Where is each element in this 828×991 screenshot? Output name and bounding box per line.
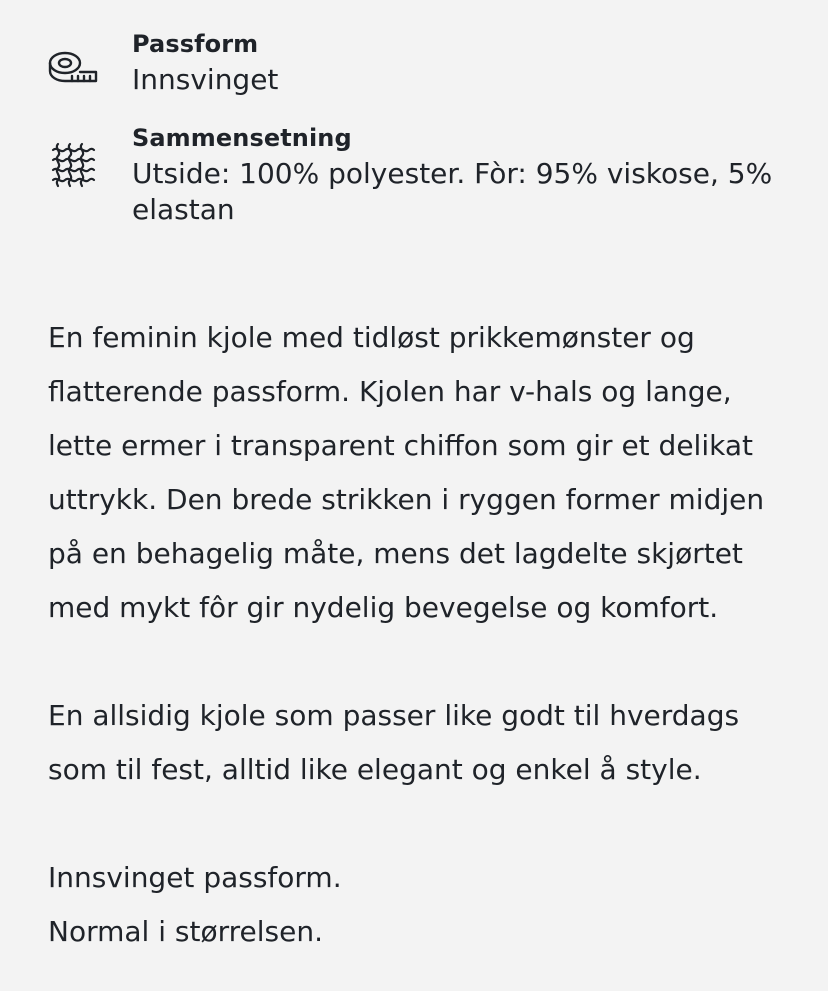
attribute-value: Utside: 100% polyester. Fòr: 95% viskose, 5% elastan — [132, 157, 773, 226]
attribute-fit — [48, 28, 788, 98]
description-line: Normal i størrelsen. — [48, 915, 323, 948]
product-description — [48, 311, 788, 959]
attribute-composition — [48, 122, 788, 228]
description-fit-notes — [48, 851, 788, 959]
attribute-value: Innsvinget — [132, 63, 279, 96]
attribute-title: Sammensetning — [132, 124, 352, 152]
attribute-text — [132, 28, 788, 98]
measuring-tape-icon — [48, 46, 98, 96]
description-line: Innsvinget passform. — [48, 861, 342, 894]
attribute-text — [132, 122, 788, 228]
attribute-title: Passform — [132, 30, 259, 58]
description-paragraph: En feminin kjole med tidløst prikkemønster og flatterende passform. Kjolen har v-hals og lange, lette ermer i transparent chiffon som gir et delikat uttrykk. Den brede strikken i ryggen former midjen på en behagelig måte, mens det lagdelte skjørtet med mykt fôr gir nydelig bevegelse og komfort. — [48, 321, 765, 624]
product-attributes — [48, 28, 788, 252]
description-paragraph: En allsidig kjole som passer like godt til hverdags som til fest, alltid like elegant og enkel å style. — [48, 699, 740, 786]
fabric-weave-icon — [48, 140, 98, 190]
